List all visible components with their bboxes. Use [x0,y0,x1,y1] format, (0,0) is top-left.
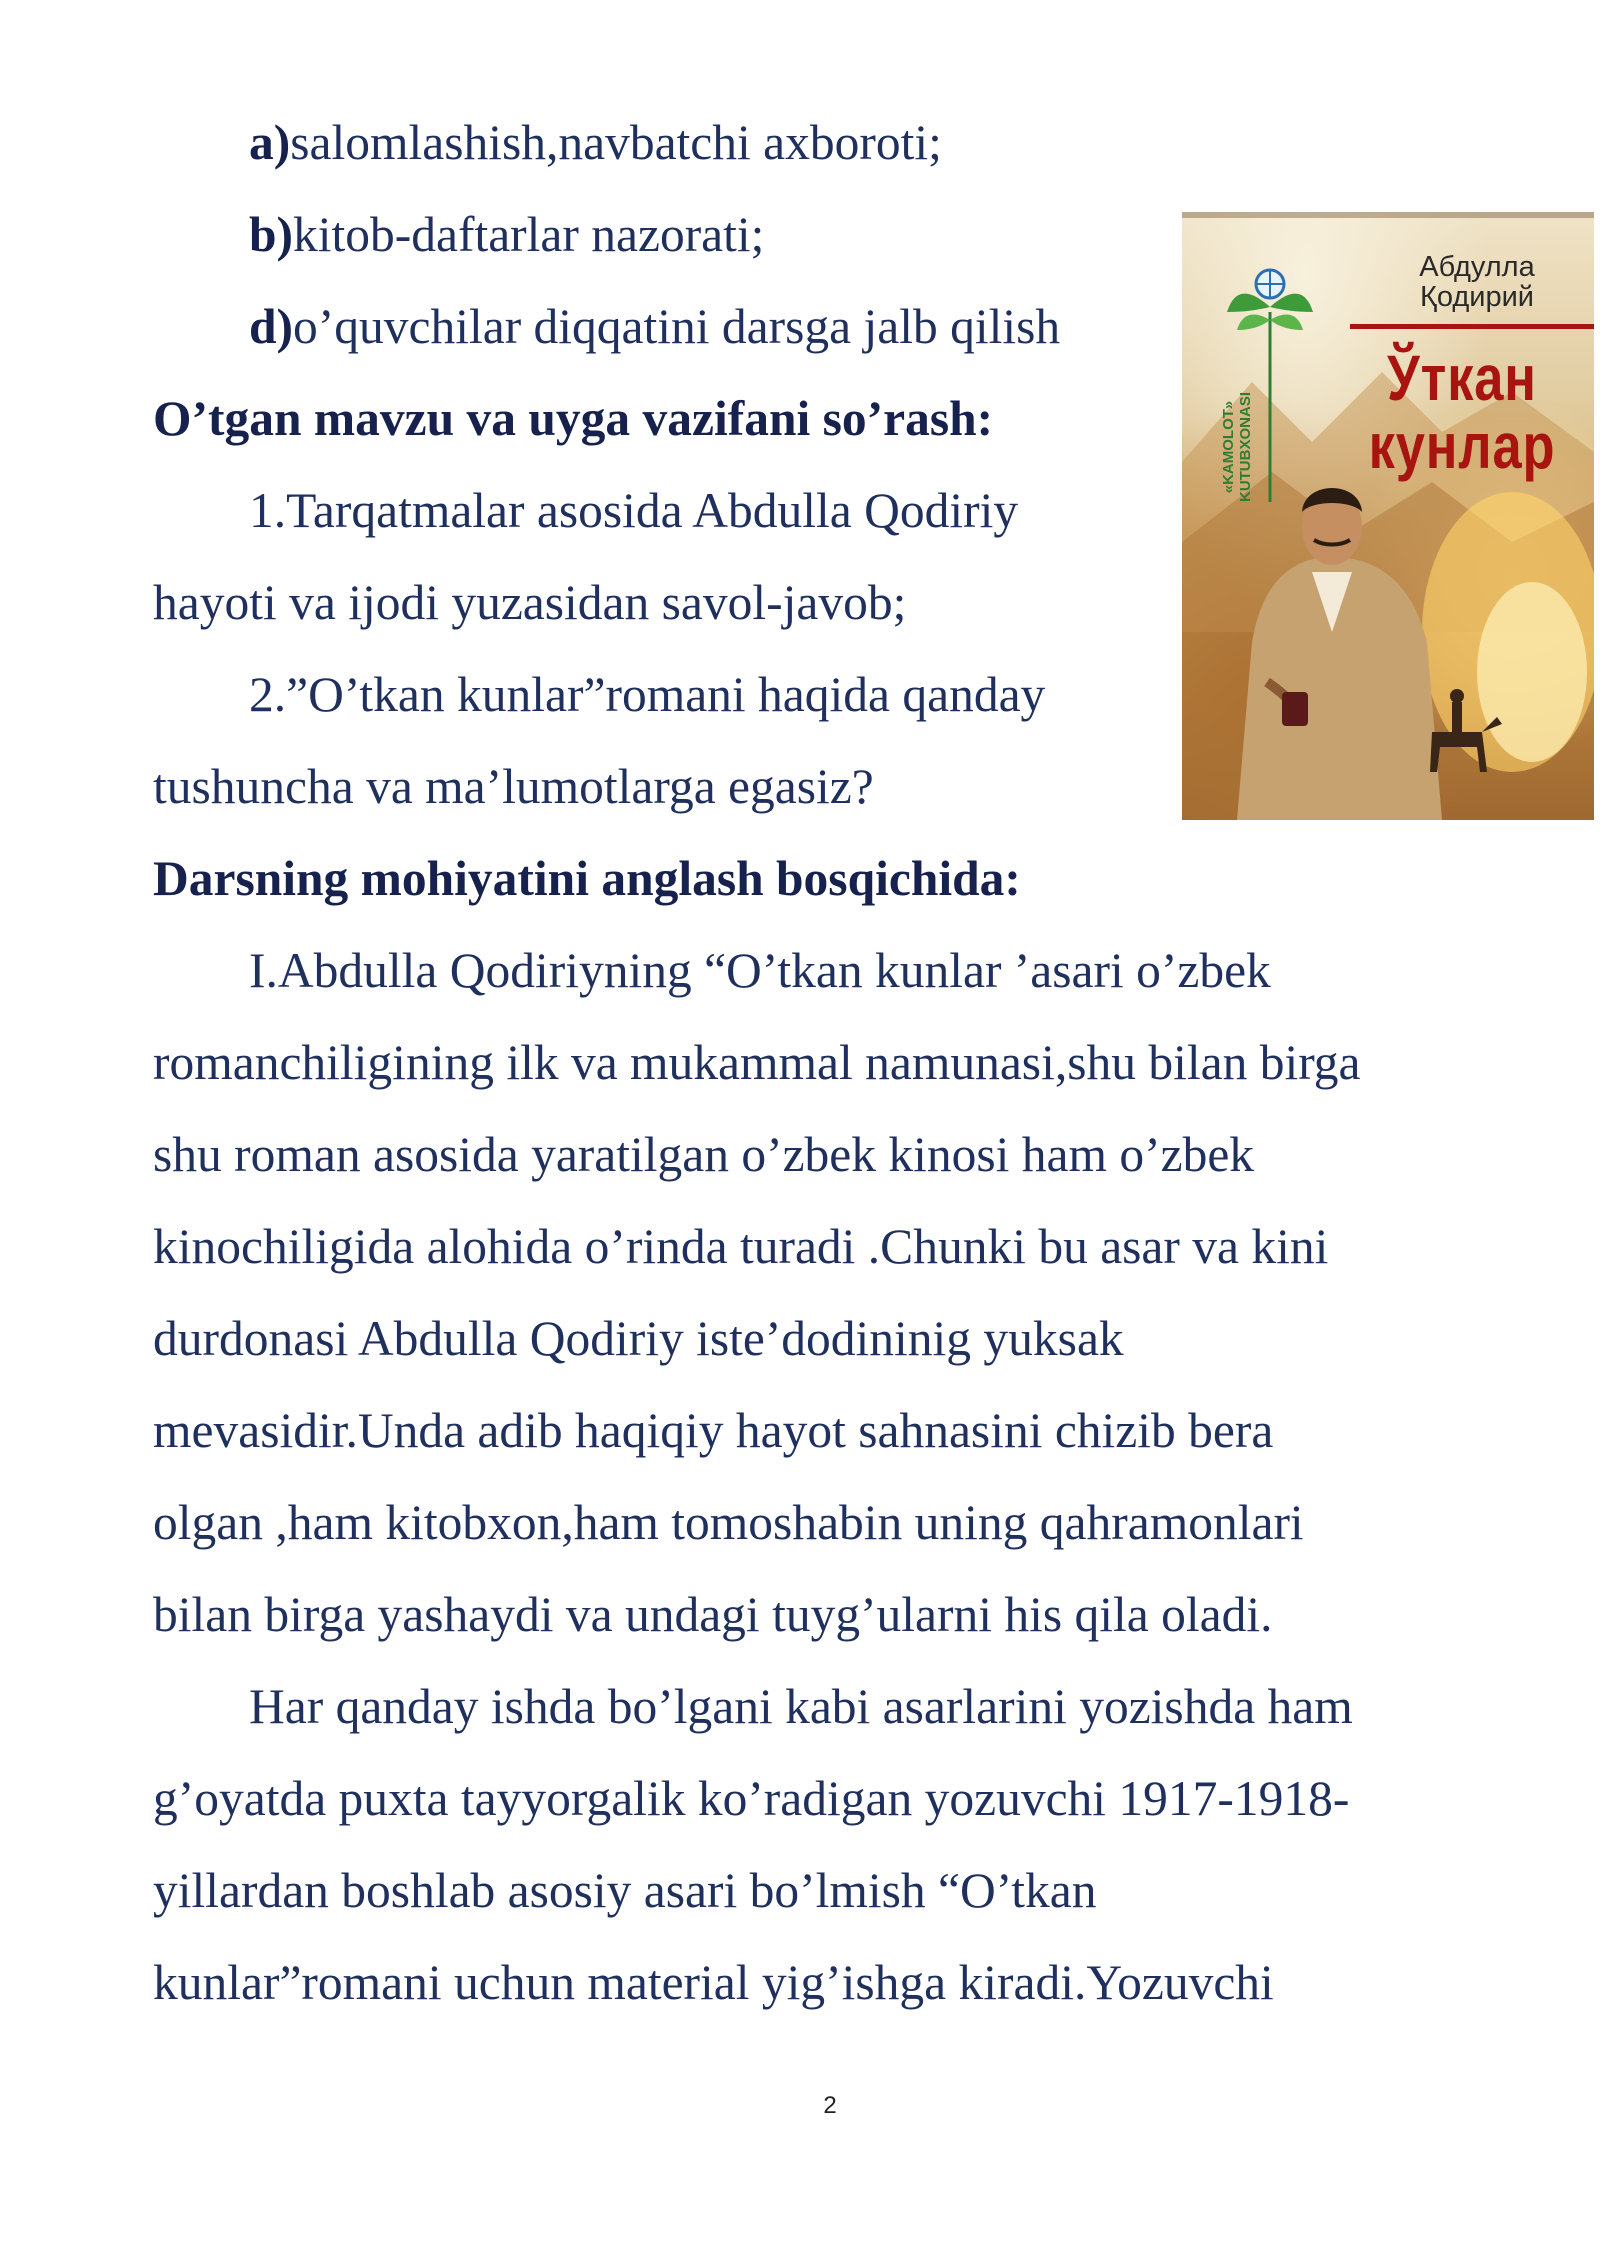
section-heading-review: O’tgan mavzu va uyga vazifani so’rash: [153,391,994,446]
paragraph-line: Har qanday ishda bo’lgani kabi asarlarini yozishda ham [249,1679,1353,1734]
paragraph-line: olgan ,ham kitobxon,ham tomoshabin uning qahramonlari [153,1495,1304,1550]
paragraph-line: tushuncha va ma’lumotlarga egasiz? [153,759,874,814]
cover-series-label: «KAMOLOT» KUTUBXONASI [1220,392,1254,503]
section-heading-understanding: Darsning mohiyatini anglash bosqichida: [153,851,1021,906]
paragraph-line: kunlar”romani uchun material yig’ishga kiradi.Yozuvchi [153,1955,1274,2010]
list-item-b: b)kitob-daftarlar nazorati; [249,207,765,262]
paragraph-line: romanchiligining ilk va mukammal namunasi,shu bilan birga [153,1035,1361,1090]
paragraph-line: shu roman asosida yaratilgan o’zbek kinosi ham o’zbek [153,1127,1255,1182]
paragraph-line: yillardan boshlab asosiy asari bo’lmish “O’tkan [153,1863,1097,1918]
paragraph-line: hayoti va ijodi yuzasidan savol-javob; [153,575,907,630]
cover-author: Абдулла Қодирий [1419,251,1535,313]
page-number: 2 [823,2092,837,2119]
paragraph-line: I.Abdulla Qodiriyning “O’tkan kunlar ’asari o’zbek [249,943,1271,998]
list-item-d: d)o’quvchilar diqqatini darsga jalb qilish [249,299,1061,354]
paragraph-line: bilan birga yashaydi va undagi tuyg’ularni his qila oladi. [153,1587,1273,1642]
paragraph-line: 2.”O’tkan kunlar”romani haqida qanday [249,667,1046,722]
paragraph-line: g’oyatda puxta tayyorgalik ko’radigan yozuvchi 1917-1918- [153,1771,1350,1826]
paragraph-line: 1.Tarqatmalar asosida Abdulla Qodiriy [249,483,1019,538]
paragraph-line: mevasidir.Unda adib haqiqiy hayot sahnasini chizib bera [153,1403,1274,1458]
list-item-a: a)salomlashish,navbatchi axboroti; [249,115,942,170]
paragraph-line: durdonasi Abdulla Qodiriy iste’dodininig yuksak [153,1311,1124,1366]
paragraph-line: kinochiligida alohida o’rinda turadi .Chunki bu asar va kini [153,1219,1329,1274]
book-cover-image [1182,212,1594,820]
cover-title: Ўткан кунлар [1368,342,1556,482]
